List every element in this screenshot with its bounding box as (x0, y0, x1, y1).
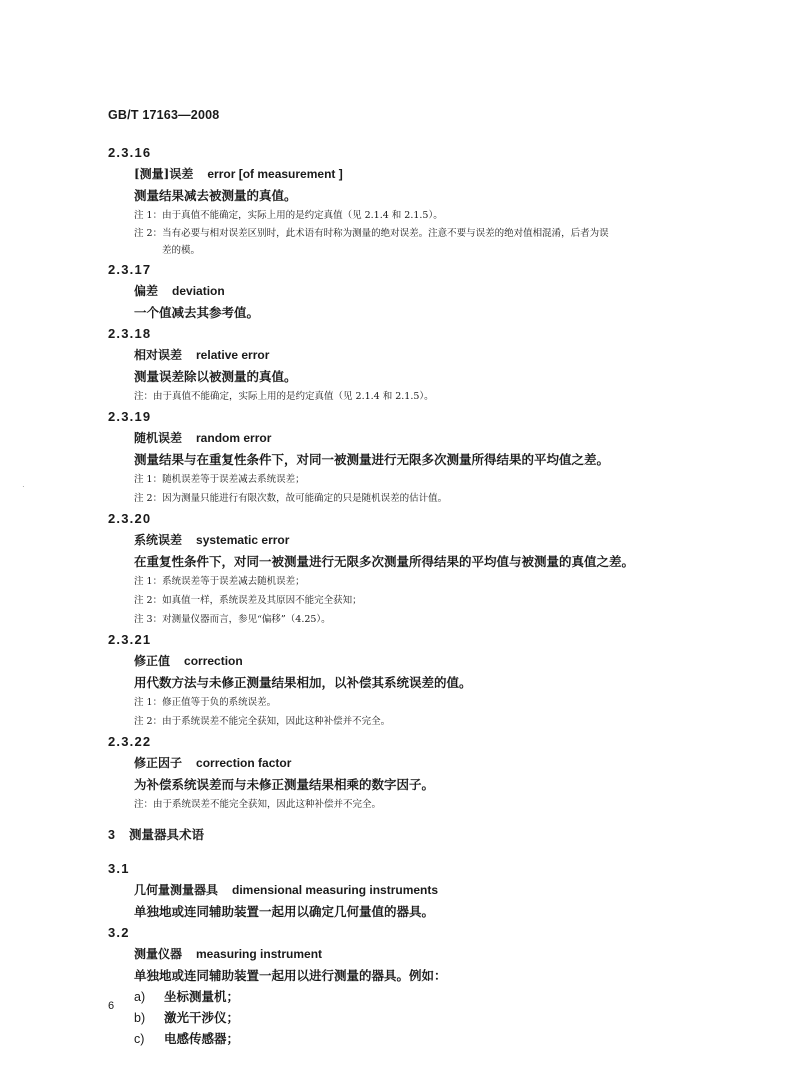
term-line (108, 530, 748, 551)
list-text: 电感传感器； (164, 1031, 240, 1046)
margin-mark: · (22, 482, 25, 491)
term-en: measuring instrument (196, 947, 323, 961)
term-en: deviation (172, 284, 225, 298)
term-en: relative error (196, 348, 270, 362)
definition: 测量结果减去被测量的真值。 (134, 188, 297, 203)
note: 注 2：由于系统误差不能完全获知，因此这种补偿并不完全。 (134, 716, 391, 727)
term-en: random error (196, 431, 272, 445)
note: 注 1：由于真值不能确定，实际上用的是约定真值（见 2.1.4 和 2.1.5）。 (134, 210, 443, 221)
definition: 测量结果与在重复性条件下，对同一被测量进行无限多次测量所得结果的平均值之差。 (134, 452, 610, 467)
definition: 为补偿系统误差而与未修正测量结果相乘的数字因子。 (134, 777, 435, 792)
term-zh: 修正值 (134, 654, 171, 668)
definition: 单独地或连同辅助装置一起用以进行测量的器具。例如： (134, 968, 447, 983)
term-line (108, 880, 748, 901)
term-line (108, 164, 748, 185)
term-line (108, 944, 748, 965)
note-line-1: 注 2：当有必要与相对误差区别时，此术语有时称为测量的绝对误差。注意不要与误差的绝对值相混淆，后者为误 (134, 228, 609, 239)
entry-number: 2.3.22 (108, 734, 152, 749)
entry-number: 2.3.18 (108, 326, 152, 341)
list-text: 激光干涉仪； (164, 1010, 240, 1025)
term-zh: 修正因子 (134, 756, 183, 770)
page-number: 6 (108, 1000, 115, 1012)
definition: 测量误差除以被测量的真值。 (134, 369, 297, 384)
term-en: dimensional measuring instruments (232, 883, 439, 897)
term-entry (108, 259, 748, 323)
term-line (108, 345, 748, 366)
entry-number: 2.3.19 (108, 409, 152, 424)
term-line (108, 651, 748, 672)
section-title: 测量器具术语 (128, 827, 204, 842)
term-entry (108, 142, 748, 259)
note: 注 1：系统误差等于误差减去随机误差； (134, 576, 305, 587)
term-entry (108, 922, 748, 1049)
list-text: 坐标测量机； (164, 989, 240, 1004)
note-line-2: 差的模。 (162, 245, 201, 256)
term-entry (108, 629, 748, 731)
note: 注 3：对测量仪器而言，参见“偏移”（4.25）。 (134, 614, 331, 625)
list-label: b) (134, 1011, 146, 1025)
term-zh: 偏差 (134, 284, 159, 298)
term-zh: 系统误差 (134, 533, 183, 547)
entry-number: 2.3.21 (108, 632, 152, 647)
entry-number: 3.2 (108, 925, 130, 940)
term-zh: [测量]误差 (134, 167, 194, 181)
term-en: correction (184, 654, 243, 668)
term-zh: 几何量测量器具 (134, 883, 219, 897)
term-line (108, 753, 748, 774)
list-item (108, 1028, 748, 1049)
entry-number: 2.3.16 (108, 145, 152, 160)
entry-number: 3.1 (108, 861, 130, 876)
note: 注 1：随机误差等于误差减去系统误差； (134, 474, 305, 485)
term-en: correction factor (196, 756, 292, 770)
section-heading (108, 824, 748, 846)
note-wrapped (108, 225, 740, 259)
term-en: systematic error (196, 533, 290, 547)
term-entry (108, 406, 748, 508)
note: 注：由于真值不能确定，实际上用的是约定真值（见 2.1.4 和 2.1.5）。 (134, 391, 434, 402)
term-line (108, 428, 748, 449)
term-line (108, 281, 748, 302)
term-zh: 随机误差 (134, 431, 183, 445)
note: 注 2：因为测量只能进行有限次数，故可能确定的只是随机误差的估计值。 (134, 493, 448, 504)
term-entry (108, 323, 748, 406)
list-label: c) (134, 1032, 145, 1046)
list-item (108, 1007, 748, 1028)
section-number: 3 (108, 828, 115, 842)
term-en: error [of measurement ] (207, 167, 343, 181)
term-entry (108, 858, 748, 922)
definition: 在重复性条件下，对同一被测量进行无限多次测量所得结果的平均值与被测量的真值之差。 (134, 554, 635, 569)
entry-number: 2.3.20 (108, 511, 152, 526)
definition: 用代数方法与未修正测量结果相加，以补偿其系统误差的值。 (134, 675, 472, 690)
definition: 单独地或连同辅助装置一起用以确定几何量值的器具。 (134, 904, 435, 919)
standard-code-header: GB/T 17163—2008 (108, 108, 220, 122)
note: 注 1：修正值等于负的系统误差。 (134, 697, 277, 708)
term-entry (108, 508, 748, 629)
list-item (108, 986, 748, 1007)
document-content (108, 142, 748, 1049)
term-zh: 相对误差 (134, 348, 183, 362)
term-entry (108, 731, 748, 814)
note: 注：由于系统误差不能完全获知，因此这种补偿并不完全。 (134, 799, 382, 810)
list-label: a) (134, 990, 146, 1004)
note: 注 2：如真值一样，系统误差及其原因不能完全获知； (134, 595, 362, 606)
term-zh: 测量仪器 (134, 947, 183, 961)
definition: 一个值减去其参考值。 (134, 305, 260, 320)
entry-number: 2.3.17 (108, 262, 152, 277)
